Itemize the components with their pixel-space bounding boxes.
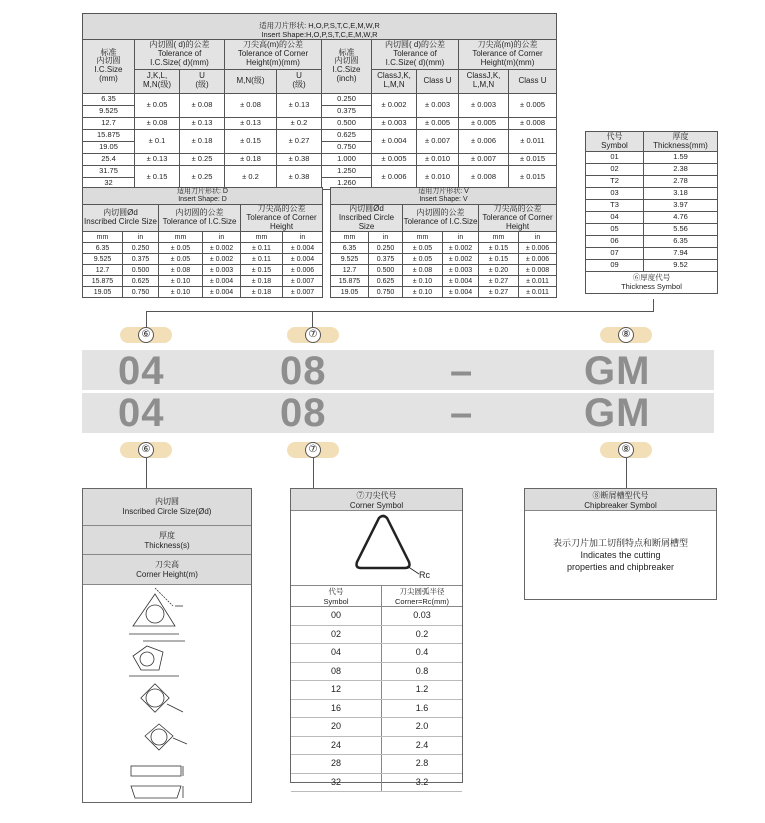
table-row — [331, 243, 557, 254]
inch-tolerance-cell: ± 0.007 — [459, 153, 509, 165]
corner-row — [291, 700, 462, 719]
value-cell: ± 0.004 — [203, 287, 241, 298]
value-cell: ± 0.004 — [443, 276, 479, 287]
table1-title: 适用刀片形状: H,O,P,S,T,C,E,M,W,R Insert Shape:H,O,P,S,T,C,E,M,W,R — [83, 14, 557, 40]
corner-radius: 0.8 — [415, 665, 429, 676]
mm-tolerance-cell: ± 0.05 — [135, 93, 180, 117]
mm-size-cell: 15.875 — [83, 129, 135, 141]
mm-tolerance-cell: ± 0.2 — [277, 117, 322, 129]
inch-tolerance-cell: ± 0.003 — [372, 117, 417, 129]
inch-tolerance-cell: ± 0.008 — [459, 165, 509, 189]
table-row — [83, 254, 323, 265]
mm-tolerance-cell: ± 0.38 — [277, 165, 322, 189]
value-cell: ± 0.10 — [403, 287, 443, 298]
col-ic-tolerance: 内切圆( d)的公差 Tolerance of I.C.Size( d)(mm) — [135, 39, 225, 69]
code-chipbreaker-1: GM — [584, 349, 651, 393]
code-corner-2: 08 — [280, 391, 327, 435]
units-row — [83, 232, 323, 243]
value-cell: ± 0.05 — [159, 243, 203, 254]
thickness-row — [586, 224, 718, 236]
corner-symbol: 08 — [291, 663, 382, 681]
inch-tolerance-cell: ± 0.011 — [509, 129, 557, 153]
unit-cell: mm — [331, 232, 369, 243]
value-cell: 0.500 — [369, 265, 403, 276]
subheader-cell: ClassJ,K, L,M,N — [459, 69, 509, 93]
corner-radius: 0.03 — [413, 610, 431, 620]
col-std-inch: 标准 内切圆 I.C.Size (inch) — [322, 39, 372, 93]
corner-symbol: 04 — [291, 644, 382, 662]
thickness-col-symbol: 代号 Symbol — [586, 132, 644, 152]
inch-size-cell: 0.625 — [322, 129, 372, 141]
value-cell: ± 0.11 — [241, 243, 283, 254]
corner-col-symbol: 代号 Symbol — [291, 586, 382, 606]
value-cell: 6.35 — [331, 243, 369, 254]
unit-cell: mm — [403, 232, 443, 243]
value-cell: ± 0.007 — [283, 287, 323, 298]
value-cell: ± 0.004 — [283, 254, 323, 265]
corner-radius: 2.0 — [415, 721, 429, 731]
thickness-row — [586, 260, 718, 272]
value-cell: 19.05 — [83, 287, 123, 298]
inch-size-cell: 1.250 — [322, 165, 372, 177]
panel8-description: 表示刀片加工切削特点和断屑槽型 Indicates the cutting properties and chipbreaker — [552, 538, 688, 572]
tableD-title: 适用刀片形状: D Insert Shape: D — [83, 188, 323, 205]
inch-tolerance-cell: ± 0.010 — [417, 165, 459, 189]
thickness-symbol: 07 — [586, 248, 644, 260]
unit-cell: in — [369, 232, 403, 243]
tableV-title: 适用刀片形状: V Insert Shape: V — [331, 188, 557, 205]
mm-tolerance-cell: ± 0.13 — [277, 93, 322, 117]
col-corner-tolerance: 刀尖高(m)的公差 Tolerance of Corner Height(m)(mm) — [225, 39, 322, 69]
connector-8-down — [626, 458, 627, 488]
mm-tolerance-cell: ± 0.25 — [180, 165, 225, 189]
inch-tolerance-cell: ± 0.015 — [509, 165, 557, 189]
value-cell: ± 0.011 — [519, 287, 557, 298]
value-cell: 9.525 — [83, 254, 123, 265]
mm-tolerance-cell: ± 0.1 — [135, 129, 180, 153]
thickness-row — [586, 188, 718, 200]
thickness-value: 6.35 — [644, 236, 718, 248]
value-cell: ± 0.27 — [479, 276, 519, 287]
unit-cell: mm — [83, 232, 123, 243]
inch-size-cell: 0.250 — [322, 93, 372, 105]
mm-tolerance-cell: ± 0.08 — [135, 117, 180, 129]
thickness-value: 4.76 — [644, 212, 718, 224]
inch-tolerance-cell: ± 0.004 — [372, 129, 417, 153]
corner-symbol: 20 — [291, 718, 382, 736]
value-cell: ± 0.002 — [203, 254, 241, 265]
thickness-symbol: 09 — [586, 260, 644, 272]
value-cell: 0.250 — [123, 243, 159, 254]
corner-row — [291, 737, 462, 756]
mm-tolerance-cell: ± 0.2 — [225, 165, 277, 189]
subheader-cell: M,N(级) — [225, 69, 277, 93]
inch-tolerance-cell: ± 0.015 — [509, 153, 557, 165]
corner-row — [291, 718, 462, 737]
subheader-cell: U (级) — [277, 69, 322, 93]
thickness-symbol: 02 — [586, 164, 644, 176]
tableD-col-ic-tol: 内切圆的公差 Tolerance of I.C.Size — [159, 205, 241, 232]
corner-row — [291, 607, 462, 626]
code-dash-2: – — [450, 391, 474, 435]
corner-radius: 0.4 — [415, 647, 429, 657]
tableV-col-ic: 内切圆Ød Inscribed Circle Size — [331, 205, 403, 232]
value-cell: 0.375 — [369, 254, 403, 265]
corner-radius: 0.2 — [415, 628, 429, 639]
connector-mid-vertical — [312, 311, 313, 327]
inch-size-cell: 0.375 — [322, 105, 372, 117]
panel8-title: ⑧断屑槽型代号 Chipbreaker Symbol — [525, 489, 716, 511]
mm-size-cell: 25.4 — [83, 153, 135, 165]
subheader-cell: ClassJ,K, L,M,N — [372, 69, 417, 93]
code-chipbreaker-2: GM — [584, 391, 651, 435]
thickness-value: 2.38 — [644, 164, 718, 176]
marker-7-top: ⑦ — [287, 327, 339, 343]
mm-tolerance-cell: ± 0.13 — [135, 153, 180, 165]
thickness-symbol: 01 — [586, 152, 644, 164]
marker-6-top: ⑥ — [120, 327, 172, 343]
inch-tolerance-cell: ± 0.002 — [372, 93, 417, 117]
insert-shape-diagrams — [83, 586, 251, 800]
inch-size-cell: 1.260 — [322, 177, 372, 189]
corner-row — [291, 626, 462, 645]
thickness-symbol: 04 — [586, 212, 644, 224]
tolerance-table-general — [82, 13, 557, 190]
mm-tolerance-cell: ± 0.18 — [180, 129, 225, 153]
tableV-col-ic-tol: 内切圆的公差 Tolerance of I.C.Size — [403, 205, 479, 232]
pentagon-insert-icon — [129, 641, 185, 676]
mm-tolerance-cell: ± 0.15 — [135, 165, 180, 189]
corner-radius: 3.2 — [415, 776, 429, 787]
square-insert-icon — [141, 684, 183, 712]
corner-row — [291, 774, 462, 793]
marker-8-bottom: ⑧ — [600, 442, 652, 458]
thickness-col-mm: 厚度 Thickness(mm) — [644, 132, 718, 152]
thickness-row — [586, 212, 718, 224]
mm-size-cell: 9.525 — [83, 105, 135, 117]
inch-tolerance-cell: ± 0.006 — [372, 165, 417, 189]
inch-tolerance-cell: ± 0.007 — [417, 129, 459, 153]
value-cell: 6.35 — [83, 243, 123, 254]
thickness-row — [586, 164, 718, 176]
side-view-insert-2-icon — [131, 786, 183, 798]
value-cell: ± 0.15 — [241, 265, 283, 276]
table-row — [83, 129, 557, 141]
mm-tolerance-cell: ± 0.13 — [225, 117, 277, 129]
mm-tolerance-cell: ± 0.13 — [180, 117, 225, 129]
value-cell: 12.7 — [331, 265, 369, 276]
inch-size-cell: 0.500 — [322, 117, 372, 129]
side-view-insert-icon — [131, 766, 183, 776]
corner-row — [291, 663, 462, 682]
unit-cell: in — [519, 232, 557, 243]
value-cell: ± 0.011 — [519, 276, 557, 287]
col-ic-tolerance-2: 内切圆( d)的公差 Tolerance of I.C.Size( d)(mm) — [372, 39, 459, 69]
value-cell: ± 0.08 — [403, 265, 443, 276]
value-cell: ± 0.10 — [159, 276, 203, 287]
thickness-symbol: 05 — [586, 224, 644, 236]
rhombus-insert-icon — [145, 724, 187, 750]
value-cell: ± 0.002 — [443, 254, 479, 265]
corner-symbol: 28 — [291, 755, 382, 773]
table-row — [331, 287, 557, 298]
corner-radius: 2.8 — [415, 758, 429, 768]
mm-tolerance-cell: ± 0.27 — [277, 129, 322, 153]
connector-horizontal-top — [146, 311, 654, 312]
value-cell: 0.375 — [123, 254, 159, 265]
table-row — [83, 117, 557, 129]
value-cell: 0.750 — [123, 287, 159, 298]
corner-radius: 1.6 — [415, 702, 429, 713]
corner-symbol: 02 — [291, 626, 382, 644]
inch-size-cell: 1.000 — [322, 153, 372, 165]
corner-radius: 2.4 — [415, 739, 429, 750]
mm-size-cell: 6.35 — [83, 93, 135, 105]
inch-tolerance-cell: ± 0.008 — [509, 117, 557, 129]
thickness-symbol: T2 — [586, 176, 644, 188]
tolerance-table-shape-d — [82, 187, 323, 298]
corner-symbol: 00 — [291, 607, 382, 625]
marker-6-bottom: ⑥ — [120, 442, 172, 458]
unit-cell: in — [283, 232, 323, 243]
tableV-col-corner-tol: 刀尖高的公差 Tolerance of Corner Height — [479, 205, 557, 232]
thickness-footer: ⑥厚度代号 Thickness Symbol — [586, 272, 718, 294]
corner-symbol: 12 — [291, 681, 382, 699]
thickness-row — [586, 176, 718, 188]
inch-tolerance-cell: ± 0.005 — [372, 153, 417, 165]
rc-label: Rc — [419, 570, 430, 580]
units-row — [331, 232, 557, 243]
thickness-value: 2.78 — [644, 176, 718, 188]
corner-row — [291, 644, 462, 663]
corner-symbol: 24 — [291, 737, 382, 755]
value-cell: ± 0.20 — [479, 265, 519, 276]
value-cell: ± 0.008 — [519, 265, 557, 276]
table-row — [331, 254, 557, 265]
inch-tolerance-cell: ± 0.005 — [417, 117, 459, 129]
tableD-col-corner-tol: 刀尖高的公差 Tolerance of Corner Height — [241, 205, 323, 232]
code-row-2 — [82, 393, 714, 433]
value-cell: ± 0.10 — [159, 287, 203, 298]
table-row — [83, 153, 557, 165]
col-std-mm: 标准 内切圆 I.C.Size (mm) — [83, 39, 135, 93]
mm-size-cell: 32 — [83, 177, 135, 189]
col-corner-tolerance-2: 刀尖高(m)的公差 Tolerance of Corner Height(m)(mm) — [459, 39, 557, 69]
value-cell: ± 0.08 — [159, 265, 203, 276]
unit-cell: in — [123, 232, 159, 243]
value-cell: 9.525 — [331, 254, 369, 265]
mm-tolerance-cell: ± 0.18 — [225, 153, 277, 165]
unit-cell: in — [203, 232, 241, 243]
inch-tolerance-cell: ± 0.006 — [459, 129, 509, 153]
value-cell: 0.500 — [123, 265, 159, 276]
code-dash-1: – — [450, 349, 474, 393]
table-row — [83, 265, 323, 276]
value-cell: 0.250 — [369, 243, 403, 254]
panel6-row-corner: 刀尖高 Corner Height(m) — [83, 555, 251, 585]
value-cell: ± 0.004 — [443, 287, 479, 298]
connector-7-down — [313, 458, 314, 488]
panel6-row-ic: 内切圆 Inscribed Circle Size(Ød) — [83, 489, 251, 526]
subheader-cell: U (级) — [180, 69, 225, 93]
value-cell: ± 0.003 — [203, 265, 241, 276]
inch-tolerance-cell: ± 0.003 — [417, 93, 459, 117]
corner-symbol: 16 — [291, 700, 382, 718]
tolerance-table-shape-v — [330, 187, 557, 298]
mm-size-cell: 12.7 — [83, 117, 135, 129]
mm-tolerance-cell: ± 0.38 — [277, 153, 322, 165]
value-cell: ± 0.10 — [403, 276, 443, 287]
mm-tolerance-cell: ± 0.15 — [225, 129, 277, 153]
code-thickness-2: 04 — [118, 391, 165, 435]
inch-size-cell: 0.750 — [322, 141, 372, 153]
marker-7-bottom: ⑦ — [287, 442, 339, 458]
connector-left-vertical — [146, 311, 147, 327]
corner-symbol: 32 — [291, 774, 382, 792]
value-cell: 0.625 — [369, 276, 403, 287]
thickness-symbol: 03 — [586, 188, 644, 200]
thickness-symbol: T3 — [586, 200, 644, 212]
mm-tolerance-cell: ± 0.25 — [180, 153, 225, 165]
thickness-footer-row — [586, 272, 718, 294]
table-row — [83, 287, 323, 298]
code-thickness-1: 04 — [118, 349, 165, 393]
panel-corner-symbol — [290, 488, 463, 787]
unit-cell: mm — [241, 232, 283, 243]
value-cell: ± 0.05 — [403, 243, 443, 254]
value-cell: 0.625 — [123, 276, 159, 287]
value-cell: ± 0.002 — [443, 243, 479, 254]
connector-6-down — [146, 458, 147, 488]
value-cell: ± 0.15 — [479, 254, 519, 265]
unit-cell: mm — [159, 232, 203, 243]
value-cell: ± 0.002 — [203, 243, 241, 254]
value-cell: ± 0.18 — [241, 287, 283, 298]
value-cell: 0.750 — [369, 287, 403, 298]
inch-tolerance-cell: ± 0.005 — [459, 117, 509, 129]
mm-tolerance-cell: ± 0.08 — [225, 93, 277, 117]
subheader-cell: Class U — [417, 69, 459, 93]
value-cell: ± 0.27 — [479, 287, 519, 298]
thickness-symbol: 06 — [586, 236, 644, 248]
thickness-row — [586, 236, 718, 248]
subheader-cell: Class U — [509, 69, 557, 93]
value-cell: 19.05 — [331, 287, 369, 298]
triangle-insert-icon — [129, 588, 183, 634]
corner-header-row — [291, 585, 462, 607]
mm-size-cell: 19.05 — [83, 141, 135, 153]
panel7-title: ⑦刀尖代号 Corner Symbol — [291, 489, 462, 511]
value-cell: ± 0.004 — [203, 276, 241, 287]
table-row — [331, 265, 557, 276]
connector-thickness-vertical — [653, 299, 654, 311]
panel-size-symbol — [82, 488, 252, 803]
table-row — [331, 276, 557, 287]
thickness-value: 1.59 — [644, 152, 718, 164]
table-row — [83, 93, 557, 105]
value-cell: ± 0.007 — [283, 276, 323, 287]
corner-radius: 1.2 — [415, 684, 429, 694]
corner-radius-diagram — [291, 512, 462, 582]
thickness-value: 7.94 — [644, 248, 718, 260]
thickness-row — [586, 200, 718, 212]
thickness-value: 5.56 — [644, 224, 718, 236]
value-cell: 15.875 — [331, 276, 369, 287]
value-cell: ± 0.006 — [519, 254, 557, 265]
value-cell: ± 0.18 — [241, 276, 283, 287]
corner-col-radius: 刀尖圆弧半径 Corner=Rc(mm) — [395, 587, 449, 606]
thickness-value: 3.18 — [644, 188, 718, 200]
value-cell: 12.7 — [83, 265, 123, 276]
panel-chipbreaker-symbol — [524, 488, 717, 600]
table-row — [83, 243, 323, 254]
code-row-1 — [82, 349, 714, 393]
value-cell: ± 0.006 — [519, 243, 557, 254]
thickness-table — [585, 131, 718, 294]
marker-8-top: ⑧ — [600, 327, 652, 343]
inch-tolerance-cell: ± 0.005 — [509, 93, 557, 117]
tableD-col-ic: 内切圆Ød Inscribed Circle Size — [83, 205, 159, 232]
value-cell: ± 0.004 — [283, 243, 323, 254]
inch-tolerance-cell: ± 0.003 — [459, 93, 509, 117]
thickness-value: 9.52 — [644, 260, 718, 272]
value-cell: ± 0.15 — [479, 243, 519, 254]
value-cell: ± 0.05 — [403, 254, 443, 265]
inch-tolerance-cell: ± 0.010 — [417, 153, 459, 165]
mm-tolerance-cell: ± 0.08 — [180, 93, 225, 117]
panel6-row-thickness: 厚度 Thickness(s) — [83, 526, 251, 555]
mm-size-cell: 31.75 — [83, 165, 135, 177]
subheader-cell: J,K,L, M,N(级) — [135, 69, 180, 93]
corner-row — [291, 681, 462, 700]
value-cell: 15.875 — [83, 276, 123, 287]
value-cell: ± 0.05 — [159, 254, 203, 265]
value-cell: ± 0.003 — [443, 265, 479, 276]
thickness-value: 3.97 — [644, 200, 718, 212]
value-cell: ± 0.11 — [241, 254, 283, 265]
thickness-row — [586, 152, 718, 164]
unit-cell: in — [443, 232, 479, 243]
value-cell: ± 0.006 — [283, 265, 323, 276]
table-row — [83, 276, 323, 287]
table-row — [83, 165, 557, 177]
corner-row — [291, 755, 462, 774]
thickness-row — [586, 248, 718, 260]
unit-cell: mm — [479, 232, 519, 243]
code-corner-1: 08 — [280, 349, 327, 393]
